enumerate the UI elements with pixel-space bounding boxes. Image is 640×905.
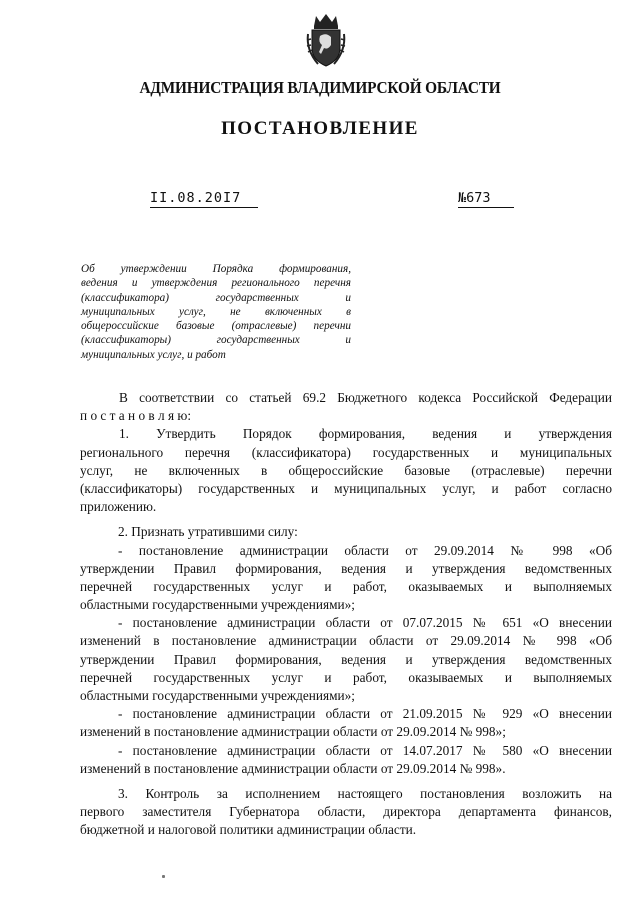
item2-line: 2. Признать утратившими силу: [118,524,298,540]
item3-line: 3. Контроль за исполнением настоящего постановления возложить на [118,785,612,801]
item3-line: первого заместителя Губернатора области, директора департамента финансов, [80,804,612,820]
subject-line: (классификатора) государственных и [81,291,351,304]
document-body [80,389,612,840]
subject-line: общероссийские базовые (отраслевые) перечни [81,320,351,333]
subject-line: (классификаторы) государственных и [81,334,351,347]
document-subject [81,262,351,362]
item2-line: перечней государственных услуг и работ, оказываемых и выполняемых [80,578,612,594]
item2-line: изменений в постановление администрации области от 29.09.2014 № 998»; [80,724,506,740]
item2-line: перечней государственных услуг и работ, оказываемых и выполняемых [80,669,612,685]
subject-line: Об утверждении Порядка формирования, [81,263,351,275]
preamble-line: п о с т а н о в л я ю: [80,408,192,424]
subject-line: муниципальных услуг, не включенных в [81,305,351,318]
item2-line: изменений в постановление администрации области от 29.09.2014 № 998 «Об [80,633,612,649]
preamble-line: В соответствии со статьей 69.2 Бюджетного кодекса Российской Федерации [119,390,612,405]
scan-speck [162,875,165,878]
subject-line: ведения и утверждения регионального перечня [81,277,351,290]
item1-line: 1. Утвердить Порядок формирования, ведения и утверждения [119,426,612,442]
item2-line: областными государственными учреждениями»; [80,597,355,613]
organization-title: АДМИНИСТРАЦИЯ ВЛАДИМИРСКОЙ ОБЛАСТИ [139,78,501,97]
item1-line: (классификаторы) государственных и муниципальных услуг, и работ согласно [80,480,612,496]
item3-line: бюджетной и налоговой политики администрации области. [80,822,417,838]
subject-line: муниципальных услуг, и работ [81,348,226,361]
item2-line: - постановление администрации области от 29.09.2014 № 998 «Об [118,542,612,558]
item1-line: услуг, не включенных в общероссийские базовые (отраслевые) перечни [80,462,612,478]
item2-line: утверждении Правил формирования, ведения и утверждения ведомственных [80,651,612,667]
coat-of-arms-icon [304,12,348,68]
item2-line: - постановление администрации области от 07.07.2015 № 651 «О внесении [118,615,612,631]
item2-line: областными государственными учреждениями»; [80,688,355,703]
item2-line: - постановление администрации области от 14.07.2017 № 580 «О внесении [118,742,612,758]
item1-line: приложению. [80,499,157,515]
item2-line: изменений в постановление администрации области от 29.09.2014 № 998». [80,760,506,776]
item2-line: утверждении Правил формирования, ведения и утверждения ведомственных [80,560,612,576]
document-type-title: ПОСТАНОВЛЕНИЕ [221,118,419,139]
document-date: II.08.20I7 [150,190,258,208]
document-number: №673 [458,190,514,208]
item1-line: регионального перечня (классификатора) государственных и муниципальных [80,444,612,460]
item2-line: - постановление администрации области от 21.09.2015 № 929 «О внесении [118,706,612,722]
